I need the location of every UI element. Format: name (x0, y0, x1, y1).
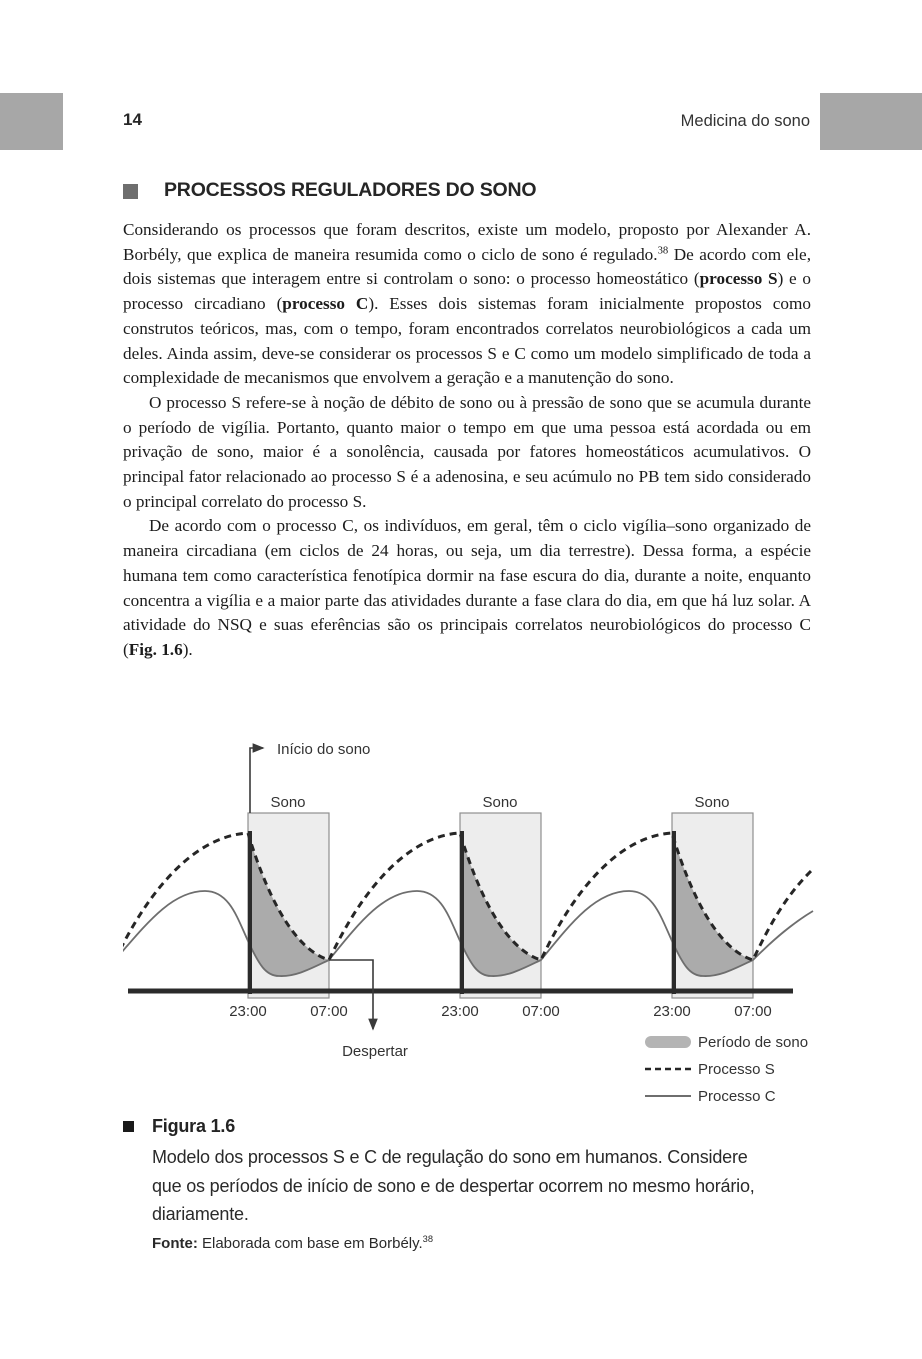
time-label-onset-1: 23:00 (229, 1003, 267, 1020)
section-title: PROCESSOS REGULADORES DO SONO (164, 179, 537, 201)
time-label-onset-2: 23:00 (441, 1003, 479, 1020)
figure-two-process-model (123, 733, 823, 1115)
sleep-box-title-2: Sono (482, 794, 518, 811)
time-label-wake-2: 07:00 (522, 1003, 560, 1020)
section-bullet-square (123, 184, 138, 199)
body-text (123, 218, 811, 663)
legend-label-process-c: Processo C (698, 1088, 776, 1105)
paragraph-2: O processo S refere-se à noção de débito de sono ou à pressão de sono que se acumula durante o período de vigília. Portanto, quanto maior o tempo em que uma pessoa está acordada ou em privação de sono, maior é a sonolência, causada por fatores homeostáticos acumulativos. O principal fator relacionado ao processo S é a adenosina, e seu acúmulo no PB tem sido considerado o principal correlato do processo S. (123, 392, 811, 511)
caption-label: Figura 1.6 (152, 1116, 236, 1136)
caption-text: Modelo dos processos S e C de regulação do sono em humanos. Considere que os períodos de início de sono e de despertar ocorrem no mesmo horário, diariamente. (152, 1147, 755, 1224)
legend-label-process-s: Processo S (698, 1061, 775, 1078)
figure-caption (123, 1116, 783, 1252)
section-heading (123, 179, 536, 202)
time-label-wake-3: 07:00 (734, 1003, 772, 1020)
sleep-onset-callout-arrow (250, 748, 263, 813)
header-bar-right (820, 93, 922, 150)
legend-label-sleep-period: Período de sono (698, 1034, 809, 1051)
running-title: Medicina do sono (680, 112, 810, 130)
time-label-onset-3: 23:00 (653, 1003, 691, 1020)
header-bar-left (0, 93, 63, 150)
sleep-box-title-3: Sono (694, 794, 730, 811)
time-label-wake-1: 07:00 (310, 1003, 348, 1020)
page-number: 14 (123, 110, 142, 129)
caption-bullet-square (123, 1121, 134, 1132)
caption-source: Fonte: Elaborada com base em Borbély.$^{38}$ (152, 1233, 434, 1252)
figure-legend (645, 1034, 808, 1105)
legend-swatch-sleep-period (645, 1036, 691, 1048)
wake-label: Despertar (342, 1043, 408, 1060)
paragraph-3: De acordo com o processo C, os indivíduos, em geral, têm o ciclo vigília–sono organizado de maneira circadiana (em ciclos de 24 horas, ou seja, um dia terrestre). Dessa forma, a espécie humana tem como característica fenotípica dormir na fase escura do dia, durante a noite, enquanto concentra a vigília e a maior parte das atividades durante a fase clara do dia, em que há luz solar. A atividade do NSQ e suas eferências são os principais correlatos neurobiológicos do processo C (Fig. 1.6). (123, 516, 811, 659)
sleep-onset-label: Início do sono (277, 741, 371, 758)
paragraph-1: Considerando os processos que foram descritos, existe um modelo, proposto por Alexander A. Borbély, que explica de maneira resumida como o ciclo de sono é regulado.$^{38}$ De acordo com ele, dois sistemas que interagem entre si controlam o sono: o processo homeostático (processo S) e o processo circadiano (processo C). Esses dois sistemas foram inicialmente propostos como construtos teóricos, mas, com o tempo, foram encontrados correlatos neurobiológicos a cada um deles. Ainda assim, deve-se considerar os processos S e C como um modelo simplificado de toda a complexidade de mecanismos que envolvem a geração e a manutenção do sono. (123, 220, 811, 388)
sleep-box-title-1: Sono (270, 794, 306, 811)
